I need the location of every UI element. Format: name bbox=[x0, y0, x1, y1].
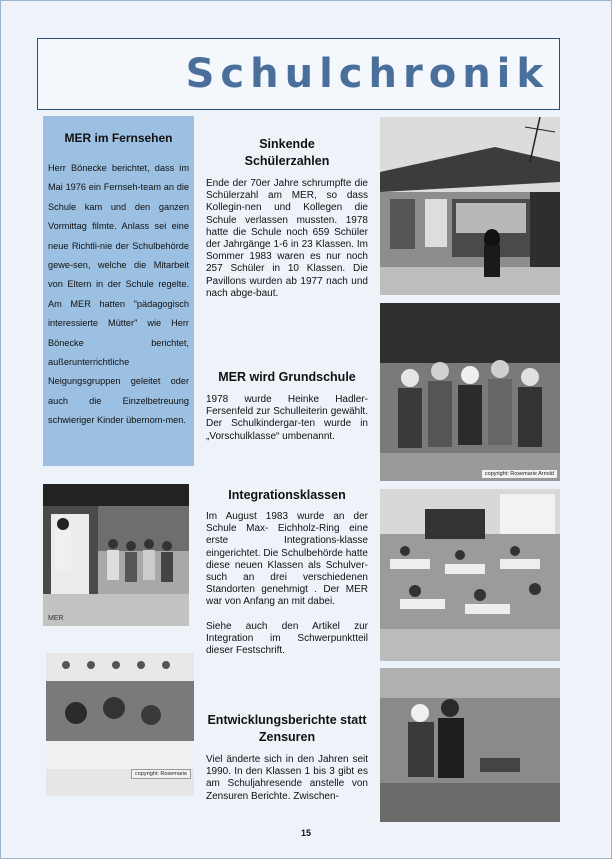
section-text-2: Siehe auch den Artikel zur Integration im Schwerpunktteil dieser Festschrift. bbox=[206, 620, 368, 657]
section-integration bbox=[206, 487, 368, 657]
photo-children-doorway bbox=[43, 484, 189, 626]
section-heading: Entwicklungsberichte statt Zensuren bbox=[207, 713, 367, 744]
photo-children-group bbox=[380, 303, 560, 481]
photo-group-table bbox=[46, 653, 194, 796]
photo-classroom bbox=[380, 489, 560, 661]
section-sinkende bbox=[206, 136, 368, 300]
section-text: 1978 wurde Heinke Hadler-Fersenfeld zur Schulleiterin gewählt. Der Schulkindergar-ten wurde in „Vorschulklasse“ umbenannt. bbox=[206, 394, 368, 442]
section-heading: Sinkende Schülerzahlen bbox=[244, 137, 330, 168]
sidebar-box bbox=[43, 116, 194, 466]
photo-caption: MER bbox=[48, 615, 64, 622]
section-entwicklung bbox=[206, 712, 368, 803]
title-box bbox=[37, 38, 560, 110]
photo-caption: copyright: Rosemarie Arnold bbox=[481, 469, 558, 479]
section-text: Im August 1983 wurde an der Schule Max- Eichholz-Ring eine erste Integrations-klasse eingerichtet. Die Schulbehörde hatte diese neuen Klassen als Schulver-such an drei verschiedenen Standorten genehmigt . Der MER war von Anfang an mit dabei. bbox=[206, 511, 368, 608]
sidebar-text: Herr Bönecke berichtet, dass im Mai 1976 ein Fernseh-team an die Schule kam und den ganzen Vormittag filmte. Anlass sei eine neue Richtli-nie der Schulbehörde gewe-sen, welche die Mitarbeit von Eltern in der Schule regelte. Am MER hatten "pädagogisch interessierte Mütter" wie Herr Bönecke berichtet, außerunterrichtliche Neigungsgruppen geleitet oder auch die Einzelbetreuung schwieriger Kinder übernom-men. bbox=[48, 163, 189, 426]
photo-outdoor-children bbox=[380, 668, 560, 822]
photo-caption: copyright: Rosemarie bbox=[131, 769, 191, 779]
section-grundschule bbox=[206, 369, 368, 443]
photo-school-building bbox=[380, 117, 560, 295]
sidebar-heading: MER im Fernsehen bbox=[64, 131, 173, 145]
section-text: Ende der 70er Jahre schrumpfte die Schülerzahl am MER, so dass Kollegin-nen und Kollegen die Schule verlassen mussten. 1978 hatte die Schule noch 659 Schüler der Jahrgänge 1-6 in 23 Klassen. Im Sommer 1983 waren es nur noch 257 Schüler in 10 Klassen. Die Pavillons wurden ab 1977 nach und nach abge-baut. bbox=[206, 178, 368, 299]
page-number: 15 bbox=[300, 828, 311, 838]
page-title: Schulchronik bbox=[185, 51, 549, 97]
section-heading: MER wird Grundschule bbox=[218, 370, 356, 384]
section-text: Viel änderte sich in den Jahren seit 1990. In den Klassen 1 bis 3 gibt es am Schuljahresende anstelle von Zensuren Berichte. Zwischen- bbox=[206, 754, 368, 802]
section-heading: Integrationsklassen bbox=[228, 488, 346, 502]
